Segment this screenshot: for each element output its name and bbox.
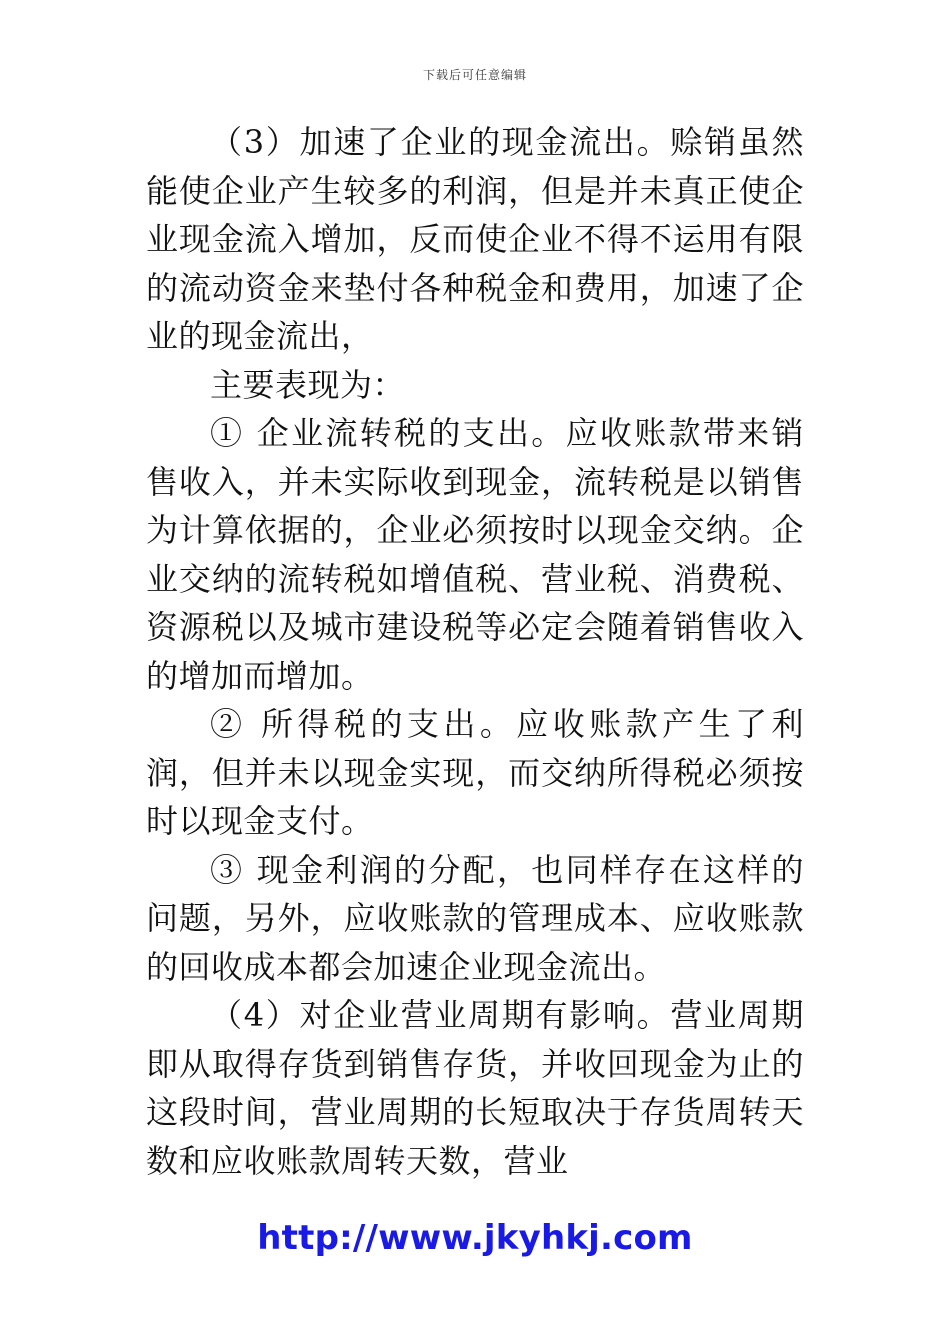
document-body <box>146 118 804 1185</box>
website-link[interactable]: http://www.jkyhkj.com <box>257 1218 693 1258</box>
paragraph-turnover-tax: ① 企业流转税的支出。应收账款带来销售收入，并未实际收到现金，流转税是以销售为计算依据的，企业必须按时以现金交纳。企业交纳的流转税如增值税、营业税、消费税、资源税以及城市建设税等必定会随着销售收入的增加而增加。 <box>146 414 804 695</box>
paragraph-cash-outflow: （3）加速了企业的现金流出。赊销虽然能使企业产生较多的利润，但是并未真正使企业现金流入增加，反而使企业不得不运用有限的流动资金来垫付各种税金和费用，加速了企业的现金流出， <box>146 123 804 355</box>
paragraph-operating-cycle: （4）对企业营业周期有影响。营业周期即从取得存货到销售存货，并收回现金为止的这段时间，营业周期的长短取决于存货周转天数和应收账款周转天数，营业 <box>146 996 804 1180</box>
paragraph-profit-distribution: ③ 现金利润的分配，也同样存在这样的问题，另外，应收账款的管理成本、应收账款的回收成本都会加速企业现金流出。 <box>146 850 804 986</box>
page-header: 下载后可任意编辑 <box>422 68 527 82</box>
paragraph-main-manifestations: 主要表现为： <box>210 365 406 404</box>
page-footer <box>0 1218 950 1258</box>
paragraph-income-tax: ② 所得税的支出。应收账款产生了利润，但并未以现金实现，而交纳所得税必须按时以现金支付。 <box>146 705 804 840</box>
